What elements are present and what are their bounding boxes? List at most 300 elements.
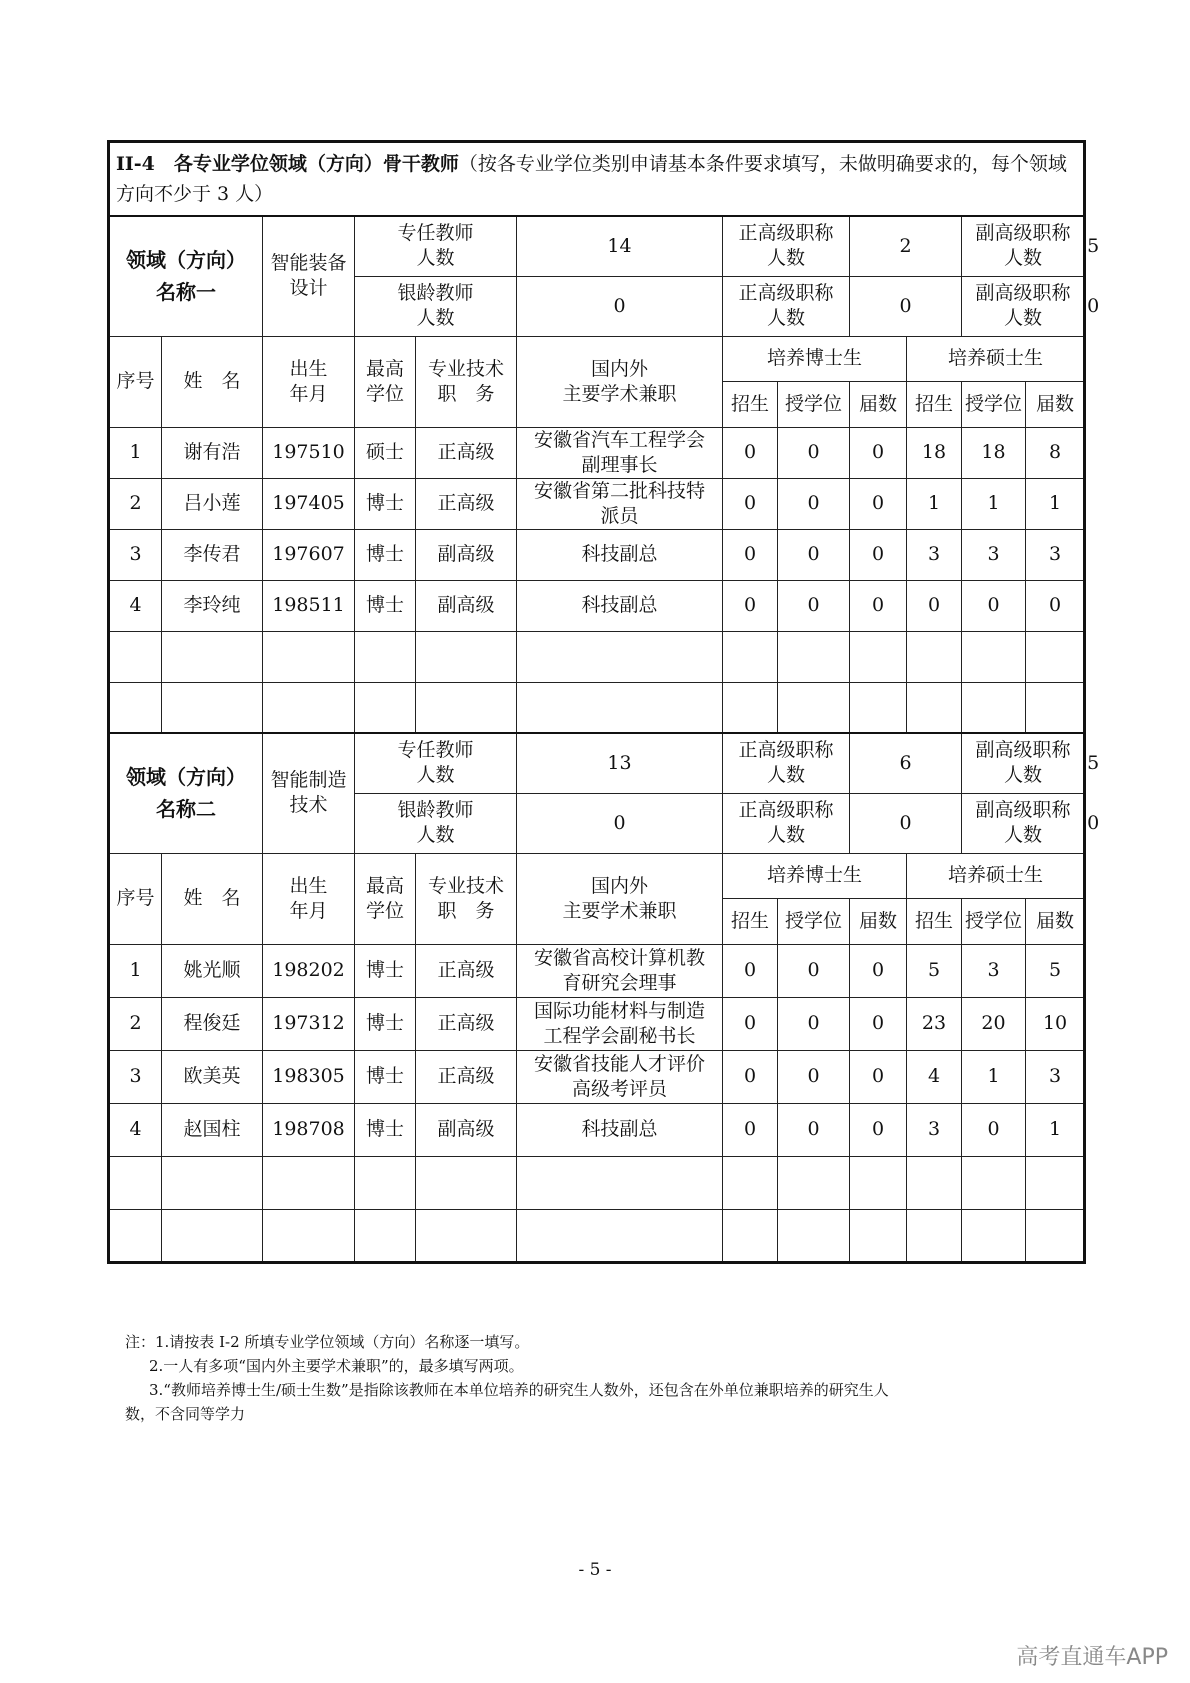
cell-birth-text-1: 197607 xyxy=(272,543,345,565)
empty-cell xyxy=(263,1209,355,1262)
silver-senior-count xyxy=(850,793,962,853)
cell-m2-text-1: 0 xyxy=(987,1118,1000,1140)
cell-m1 xyxy=(907,529,962,580)
cell-birth xyxy=(263,529,355,580)
deputy-label xyxy=(962,216,1085,276)
field-summary-row xyxy=(109,733,1085,793)
cell-m2 xyxy=(962,529,1026,580)
cell-name-text-1: 李传君 xyxy=(183,543,241,565)
cell-m1 xyxy=(907,580,962,631)
silver-deputy-label-text-2: 人数 xyxy=(1004,824,1043,846)
cell-degree-text-1: 博士 xyxy=(365,492,404,514)
col-birth-text-1: 出生 xyxy=(289,357,328,380)
col-title-text-1: 专业技术 xyxy=(427,357,504,380)
cell-d2 xyxy=(778,997,850,1050)
empty-cell xyxy=(109,631,162,682)
cell-degree-text-1: 博士 xyxy=(365,594,404,616)
deputy-count-text-1: 5 xyxy=(1087,234,1100,257)
col-birth xyxy=(263,853,355,944)
empty-cell xyxy=(962,631,1026,682)
col-name-text-1: 姓 名 xyxy=(183,887,241,909)
cell-degree-text-1: 博士 xyxy=(365,1118,404,1140)
cell-d2-text-1: 0 xyxy=(807,959,820,981)
cell-degree xyxy=(355,1103,416,1156)
full-time-label-text-2: 人数 xyxy=(416,247,455,270)
cell-title xyxy=(416,1050,517,1103)
cell-title xyxy=(416,427,517,478)
col-degree-text-2: 学位 xyxy=(365,382,404,405)
silver-label-text-2: 人数 xyxy=(416,824,455,846)
cell-degree xyxy=(355,997,416,1050)
empty-cell xyxy=(162,682,263,733)
cell-m3-text-1: 10 xyxy=(1042,1012,1068,1034)
cell-degree-text-1: 硕士 xyxy=(365,441,404,463)
cell-name-text-1: 谢有浩 xyxy=(183,441,241,463)
empty-row xyxy=(109,1209,1085,1262)
cell-d2-text-1: 0 xyxy=(807,1065,820,1087)
backbone-teacher-table xyxy=(107,140,1100,1264)
silver-count xyxy=(517,793,723,853)
empty-cell xyxy=(355,1209,416,1262)
empty-cell xyxy=(907,1209,962,1262)
cell-d2 xyxy=(778,529,850,580)
cell-m3 xyxy=(1026,944,1085,997)
cell-degree xyxy=(355,427,416,478)
footnotes xyxy=(125,1330,1075,1426)
note-3-cont: 数，不含同等学力 xyxy=(125,1405,246,1423)
empty-cell xyxy=(850,1209,907,1262)
cell-d1-text-1: 0 xyxy=(743,492,757,514)
col-sub-cohorts-master-text-1: 届数 xyxy=(1036,909,1075,932)
cell-m1-text-1: 0 xyxy=(927,594,941,616)
table-row xyxy=(109,427,1085,478)
col-title-text-1: 专业技术 xyxy=(427,874,504,897)
empty-cell xyxy=(517,1156,723,1209)
cell-d1 xyxy=(723,1050,778,1103)
cell-parttime-text-1: 安徽省第二批科技特 xyxy=(533,479,705,502)
full-time-count-text-1: 13 xyxy=(607,751,632,774)
col-name xyxy=(162,336,263,427)
cell-m2-text-1: 3 xyxy=(987,959,1000,981)
empty-cell xyxy=(109,1209,162,1262)
field-name-text-1: 智能装备 xyxy=(270,252,347,275)
col-sub-cohorts-phd-text-1: 届数 xyxy=(858,392,897,415)
cell-d1 xyxy=(723,580,778,631)
deputy-label-text-2: 人数 xyxy=(1004,764,1043,787)
col-sub-enroll-master-text-1: 招生 xyxy=(914,909,953,932)
table-code: II-4 xyxy=(116,153,155,175)
cell-birth xyxy=(263,997,355,1050)
empty-cell xyxy=(517,631,723,682)
cell-m3 xyxy=(1026,1103,1085,1156)
senior-label xyxy=(723,216,850,276)
cell-d2-text-1: 0 xyxy=(807,492,820,514)
cell-name xyxy=(162,944,263,997)
empty-cell xyxy=(962,1209,1026,1262)
cell-m1-text-1: 1 xyxy=(927,492,941,514)
table-row xyxy=(109,997,1085,1050)
cell-name-text-1: 赵国柱 xyxy=(183,1118,241,1140)
cell-m3-text-1: 1 xyxy=(1049,1118,1062,1140)
cell-d1-text-1: 0 xyxy=(743,543,757,565)
cell-m3 xyxy=(1026,478,1085,529)
cell-m2-text-1: 1 xyxy=(987,1065,1000,1087)
col-sub-awarded-phd xyxy=(778,898,850,944)
cell-d2-text-1: 0 xyxy=(807,543,820,565)
cell-d2-text-1: 0 xyxy=(807,441,820,463)
cell-name-text-1: 李玲纯 xyxy=(183,594,241,616)
cell-d1-text-1: 0 xyxy=(743,959,757,981)
silver-deputy-label xyxy=(962,793,1085,853)
col-parttime-text-1: 国内外 xyxy=(590,357,648,380)
cell-name-text-1: 姚光顺 xyxy=(183,959,241,981)
cell-name xyxy=(162,997,263,1050)
cell-parttime-text-2: 工程学会副秘书长 xyxy=(543,1024,696,1047)
col-sub-enroll-phd-text-1: 招生 xyxy=(730,392,769,415)
field-name xyxy=(263,216,355,336)
cell-d2 xyxy=(778,944,850,997)
senior-count xyxy=(850,216,962,276)
col-birth-text-2: 年月 xyxy=(289,899,328,922)
silver-senior-count-text-1: 0 xyxy=(899,294,912,317)
col-title xyxy=(416,336,517,427)
cell-seq-text-1: 1 xyxy=(129,959,142,981)
cell-degree xyxy=(355,944,416,997)
teacher-table-sheet xyxy=(107,140,1100,1264)
silver-senior-label-text-1: 正高级职称 xyxy=(738,282,834,304)
silver-label xyxy=(355,793,517,853)
cell-seq xyxy=(109,1103,162,1156)
cell-parttime-text-2: 育研究会理事 xyxy=(562,971,677,994)
cell-d3-text-1: 0 xyxy=(871,543,885,565)
cell-title xyxy=(416,529,517,580)
col-master-text-1: 培养硕士生 xyxy=(948,347,1044,369)
cell-m1 xyxy=(907,1103,962,1156)
cell-birth xyxy=(263,478,355,529)
cell-d3 xyxy=(850,427,907,478)
full-time-label-text-2: 人数 xyxy=(416,764,455,787)
cell-name-text-1: 吕小莲 xyxy=(183,492,241,514)
col-sub-cohorts-phd-text-1: 届数 xyxy=(858,909,897,932)
cell-seq-text-1: 3 xyxy=(129,1065,142,1087)
field-label-text-2: 名称二 xyxy=(156,797,216,822)
cell-m2 xyxy=(962,997,1026,1050)
full-time-label xyxy=(355,733,517,793)
note-1: 注：1.请按表 I-2 所填专业学位领域（方向）名称逐一填写。 xyxy=(125,1333,530,1351)
col-title-text-2: 职 务 xyxy=(437,382,495,405)
table-row xyxy=(109,529,1085,580)
full-time-label-text-1: 专任教师 xyxy=(397,222,474,245)
col-sub-cohorts-master xyxy=(1026,898,1085,944)
col-sub-enroll-master xyxy=(907,898,962,944)
cell-d2 xyxy=(778,580,850,631)
cell-m1 xyxy=(907,427,962,478)
empty-cell xyxy=(416,1209,517,1262)
cell-m1-text-1: 3 xyxy=(927,1118,941,1140)
cell-seq-text-1: 4 xyxy=(129,1118,142,1140)
cell-m3 xyxy=(1026,580,1085,631)
col-seq xyxy=(109,853,162,944)
col-name-text-1: 姓 名 xyxy=(183,370,241,392)
cell-birth xyxy=(263,580,355,631)
cell-birth xyxy=(263,427,355,478)
cell-d3-text-1: 0 xyxy=(871,441,885,463)
silver-count-text-1: 0 xyxy=(613,294,626,317)
cell-seq xyxy=(109,529,162,580)
field-label xyxy=(109,733,263,853)
cell-d3 xyxy=(850,944,907,997)
deputy-label-text-1: 副高级职称 xyxy=(975,222,1071,245)
field-label-text-1: 领域（方向） xyxy=(126,248,246,273)
empty-cell xyxy=(355,1156,416,1209)
cell-seq xyxy=(109,580,162,631)
cell-m1-text-1: 3 xyxy=(927,543,941,565)
cell-parttime-text-1: 安徽省汽车工程学会 xyxy=(533,428,705,451)
senior-count-text-1: 6 xyxy=(899,751,912,774)
table-title: 各专业学位领域（方向）骨干教师 xyxy=(173,153,459,175)
cell-birth xyxy=(263,1103,355,1156)
col-master-text-1: 培养硕士生 xyxy=(948,864,1044,886)
cell-name xyxy=(162,580,263,631)
empty-cell xyxy=(517,682,723,733)
cell-m3-text-1: 5 xyxy=(1049,959,1062,981)
table-row xyxy=(109,478,1085,529)
cell-parttime xyxy=(517,427,723,478)
deputy-label-text-2: 人数 xyxy=(1004,247,1043,270)
senior-label-text-2: 人数 xyxy=(766,764,805,787)
col-degree-text-1: 最高 xyxy=(365,874,404,897)
col-parttime xyxy=(517,336,723,427)
silver-label-text-1: 银龄教师 xyxy=(397,799,474,821)
cell-name-text-1: 程俊廷 xyxy=(183,1012,241,1034)
col-sub-enroll-master-text-1: 招生 xyxy=(914,392,953,415)
note-3: 3.“教师培养博士生/硕士生数”是指除该教师在本单位培养的研究生人数外，还包含在外单位兼职培养的研究生人 xyxy=(149,1381,889,1399)
cell-seq-text-1: 2 xyxy=(129,1012,142,1034)
cell-m3 xyxy=(1026,1050,1085,1103)
cell-name xyxy=(162,1103,263,1156)
cell-d3 xyxy=(850,529,907,580)
silver-deputy-count-text-1: 0 xyxy=(1087,811,1100,834)
cell-d1-text-1: 0 xyxy=(743,1012,757,1034)
col-sub-enroll-phd-text-1: 招生 xyxy=(730,909,769,932)
empty-cell xyxy=(1026,631,1085,682)
cell-parttime xyxy=(517,997,723,1050)
cell-m2-text-1: 1 xyxy=(987,492,1000,514)
cell-m1 xyxy=(907,997,962,1050)
deputy-label xyxy=(962,733,1085,793)
col-parttime xyxy=(517,853,723,944)
silver-deputy-label-text-1: 副高级职称 xyxy=(975,799,1071,821)
cell-name xyxy=(162,427,263,478)
cell-title-text-1: 副高级 xyxy=(437,543,495,565)
cell-m3-text-1: 1 xyxy=(1049,492,1062,514)
cell-d3 xyxy=(850,478,907,529)
table-row xyxy=(109,580,1085,631)
cell-m1 xyxy=(907,944,962,997)
full-time-label-text-1: 专任教师 xyxy=(397,739,474,762)
empty-cell xyxy=(907,631,962,682)
senior-label xyxy=(723,733,850,793)
silver-count xyxy=(517,276,723,336)
empty-cell xyxy=(962,1156,1026,1209)
cell-parttime-text-1: 安徽省技能人才评价 xyxy=(533,1052,705,1075)
cell-title-text-1: 正高级 xyxy=(437,492,495,514)
silver-deputy-label-text-2: 人数 xyxy=(1004,307,1043,329)
empty-cell xyxy=(263,631,355,682)
empty-cell xyxy=(416,1156,517,1209)
page-number: - 5 - xyxy=(578,1560,612,1580)
cell-parttime xyxy=(517,478,723,529)
silver-senior-count xyxy=(850,276,962,336)
watermark: 高考直通车APP xyxy=(1016,1645,1168,1670)
empty-row xyxy=(109,682,1085,733)
cell-title-text-1: 正高级 xyxy=(437,1012,495,1034)
empty-cell xyxy=(723,682,778,733)
field-name-text-2: 设计 xyxy=(289,277,328,300)
cell-d3 xyxy=(850,1103,907,1156)
cell-d2 xyxy=(778,427,850,478)
col-sub-enroll-phd xyxy=(723,381,778,427)
empty-cell xyxy=(162,1156,263,1209)
silver-deputy-count-text-1: 0 xyxy=(1087,294,1100,317)
silver-label-text-1: 银龄教师 xyxy=(397,282,474,304)
senior-label-text-1: 正高级职称 xyxy=(738,739,834,762)
col-master xyxy=(907,853,1085,898)
empty-cell xyxy=(416,631,517,682)
cell-name-text-1: 欧美英 xyxy=(183,1065,241,1087)
cell-seq-text-1: 1 xyxy=(129,441,142,463)
empty-cell xyxy=(263,682,355,733)
cell-d3-text-1: 0 xyxy=(871,959,885,981)
cell-d1-text-1: 0 xyxy=(743,441,757,463)
cell-d2 xyxy=(778,478,850,529)
empty-cell xyxy=(850,1156,907,1209)
col-sub-enroll-phd xyxy=(723,898,778,944)
cell-degree-text-1: 博士 xyxy=(365,1065,404,1087)
cell-parttime xyxy=(517,1050,723,1103)
table-note: （按各专业学位类别申请基本条件要求填写，未做明确要求的，每个领域方向不少于 3 人） xyxy=(116,153,1067,205)
empty-cell xyxy=(907,1156,962,1209)
col-phd-text-1: 培养博士生 xyxy=(766,864,862,886)
full-time-count-text-1: 14 xyxy=(607,234,632,257)
empty-row xyxy=(109,1156,1085,1209)
cell-title-text-1: 正高级 xyxy=(437,441,495,463)
col-sub-cohorts-master-text-1: 届数 xyxy=(1036,392,1075,415)
cell-degree xyxy=(355,1050,416,1103)
field-name-text-2: 技术 xyxy=(289,794,328,817)
cell-m3-text-1: 3 xyxy=(1049,1065,1062,1087)
cell-birth-text-1: 197405 xyxy=(272,492,345,514)
table-row xyxy=(109,944,1085,997)
empty-cell xyxy=(1026,1209,1085,1262)
cell-m3 xyxy=(1026,997,1085,1050)
cell-d3 xyxy=(850,1050,907,1103)
col-phd xyxy=(723,853,907,898)
cell-m2 xyxy=(962,1103,1026,1156)
empty-cell xyxy=(723,631,778,682)
silver-label-text-2: 人数 xyxy=(416,307,455,329)
cell-d3-text-1: 0 xyxy=(871,594,885,616)
col-phd-text-1: 培养博士生 xyxy=(766,347,862,369)
empty-cell xyxy=(355,682,416,733)
col-sub-cohorts-phd xyxy=(850,898,907,944)
cell-m3 xyxy=(1026,427,1085,478)
col-title-text-2: 职 务 xyxy=(437,899,495,922)
cell-d3 xyxy=(850,580,907,631)
field-label-text-1: 领域（方向） xyxy=(126,765,246,790)
cell-m3 xyxy=(1026,529,1085,580)
silver-deputy-label xyxy=(962,276,1085,336)
cell-m2 xyxy=(962,944,1026,997)
cell-d1 xyxy=(723,1103,778,1156)
cell-birth xyxy=(263,1050,355,1103)
silver-count-text-1: 0 xyxy=(613,811,626,834)
cell-degree-text-1: 博士 xyxy=(365,1012,404,1034)
col-name xyxy=(162,853,263,944)
deputy-count-text-1: 5 xyxy=(1087,751,1100,774)
silver-senior-label-text-1: 正高级职称 xyxy=(738,799,834,821)
cell-m1 xyxy=(907,1050,962,1103)
cell-seq-text-1: 4 xyxy=(129,594,142,616)
senior-label-text-2: 人数 xyxy=(766,247,805,270)
cell-name xyxy=(162,529,263,580)
cell-d1 xyxy=(723,478,778,529)
empty-cell xyxy=(778,1156,850,1209)
cell-birth-text-1: 198708 xyxy=(272,1118,345,1140)
col-seq xyxy=(109,336,162,427)
cell-birth-text-1: 198511 xyxy=(272,594,345,616)
col-degree-text-1: 最高 xyxy=(365,357,404,380)
cell-title xyxy=(416,997,517,1050)
empty-cell xyxy=(109,682,162,733)
cell-d3 xyxy=(850,997,907,1050)
silver-deputy-label-text-1: 副高级职称 xyxy=(975,282,1071,304)
field-label-text-2: 名称一 xyxy=(156,280,216,305)
cell-d2-text-1: 0 xyxy=(807,1012,820,1034)
empty-cell xyxy=(1026,682,1085,733)
empty-cell xyxy=(263,1156,355,1209)
cell-title xyxy=(416,478,517,529)
col-phd xyxy=(723,336,907,381)
silver-senior-label xyxy=(723,793,850,853)
col-seq-text-1: 序号 xyxy=(116,370,155,392)
cell-m1-text-1: 23 xyxy=(921,1012,947,1034)
silver-label xyxy=(355,276,517,336)
cell-d1-text-1: 0 xyxy=(743,1118,757,1140)
full-time-count xyxy=(517,733,723,793)
cell-d2 xyxy=(778,1050,850,1103)
senior-count-text-1: 2 xyxy=(899,234,912,257)
deputy-label-text-1: 副高级职称 xyxy=(975,739,1071,762)
silver-senior-count-text-1: 0 xyxy=(899,811,912,834)
cell-seq xyxy=(109,478,162,529)
col-sub-awarded-master xyxy=(962,381,1026,427)
table-row xyxy=(109,1050,1085,1103)
empty-cell xyxy=(355,631,416,682)
cell-parttime-text-1: 安徽省高校计算机教 xyxy=(533,946,705,969)
cell-m2 xyxy=(962,580,1026,631)
col-sub-awarded-master xyxy=(962,898,1026,944)
cell-m2-text-1: 3 xyxy=(987,543,1000,565)
cell-birth-text-1: 197510 xyxy=(272,441,345,463)
cell-m2 xyxy=(962,1050,1026,1103)
col-birth-text-2: 年月 xyxy=(289,382,328,405)
cell-d2 xyxy=(778,1103,850,1156)
cell-d1-text-1: 0 xyxy=(743,1065,757,1087)
col-parttime-text-2: 主要学术兼职 xyxy=(562,899,677,922)
cell-parttime-text-1: 科技副总 xyxy=(581,594,658,616)
cell-parttime xyxy=(517,580,723,631)
